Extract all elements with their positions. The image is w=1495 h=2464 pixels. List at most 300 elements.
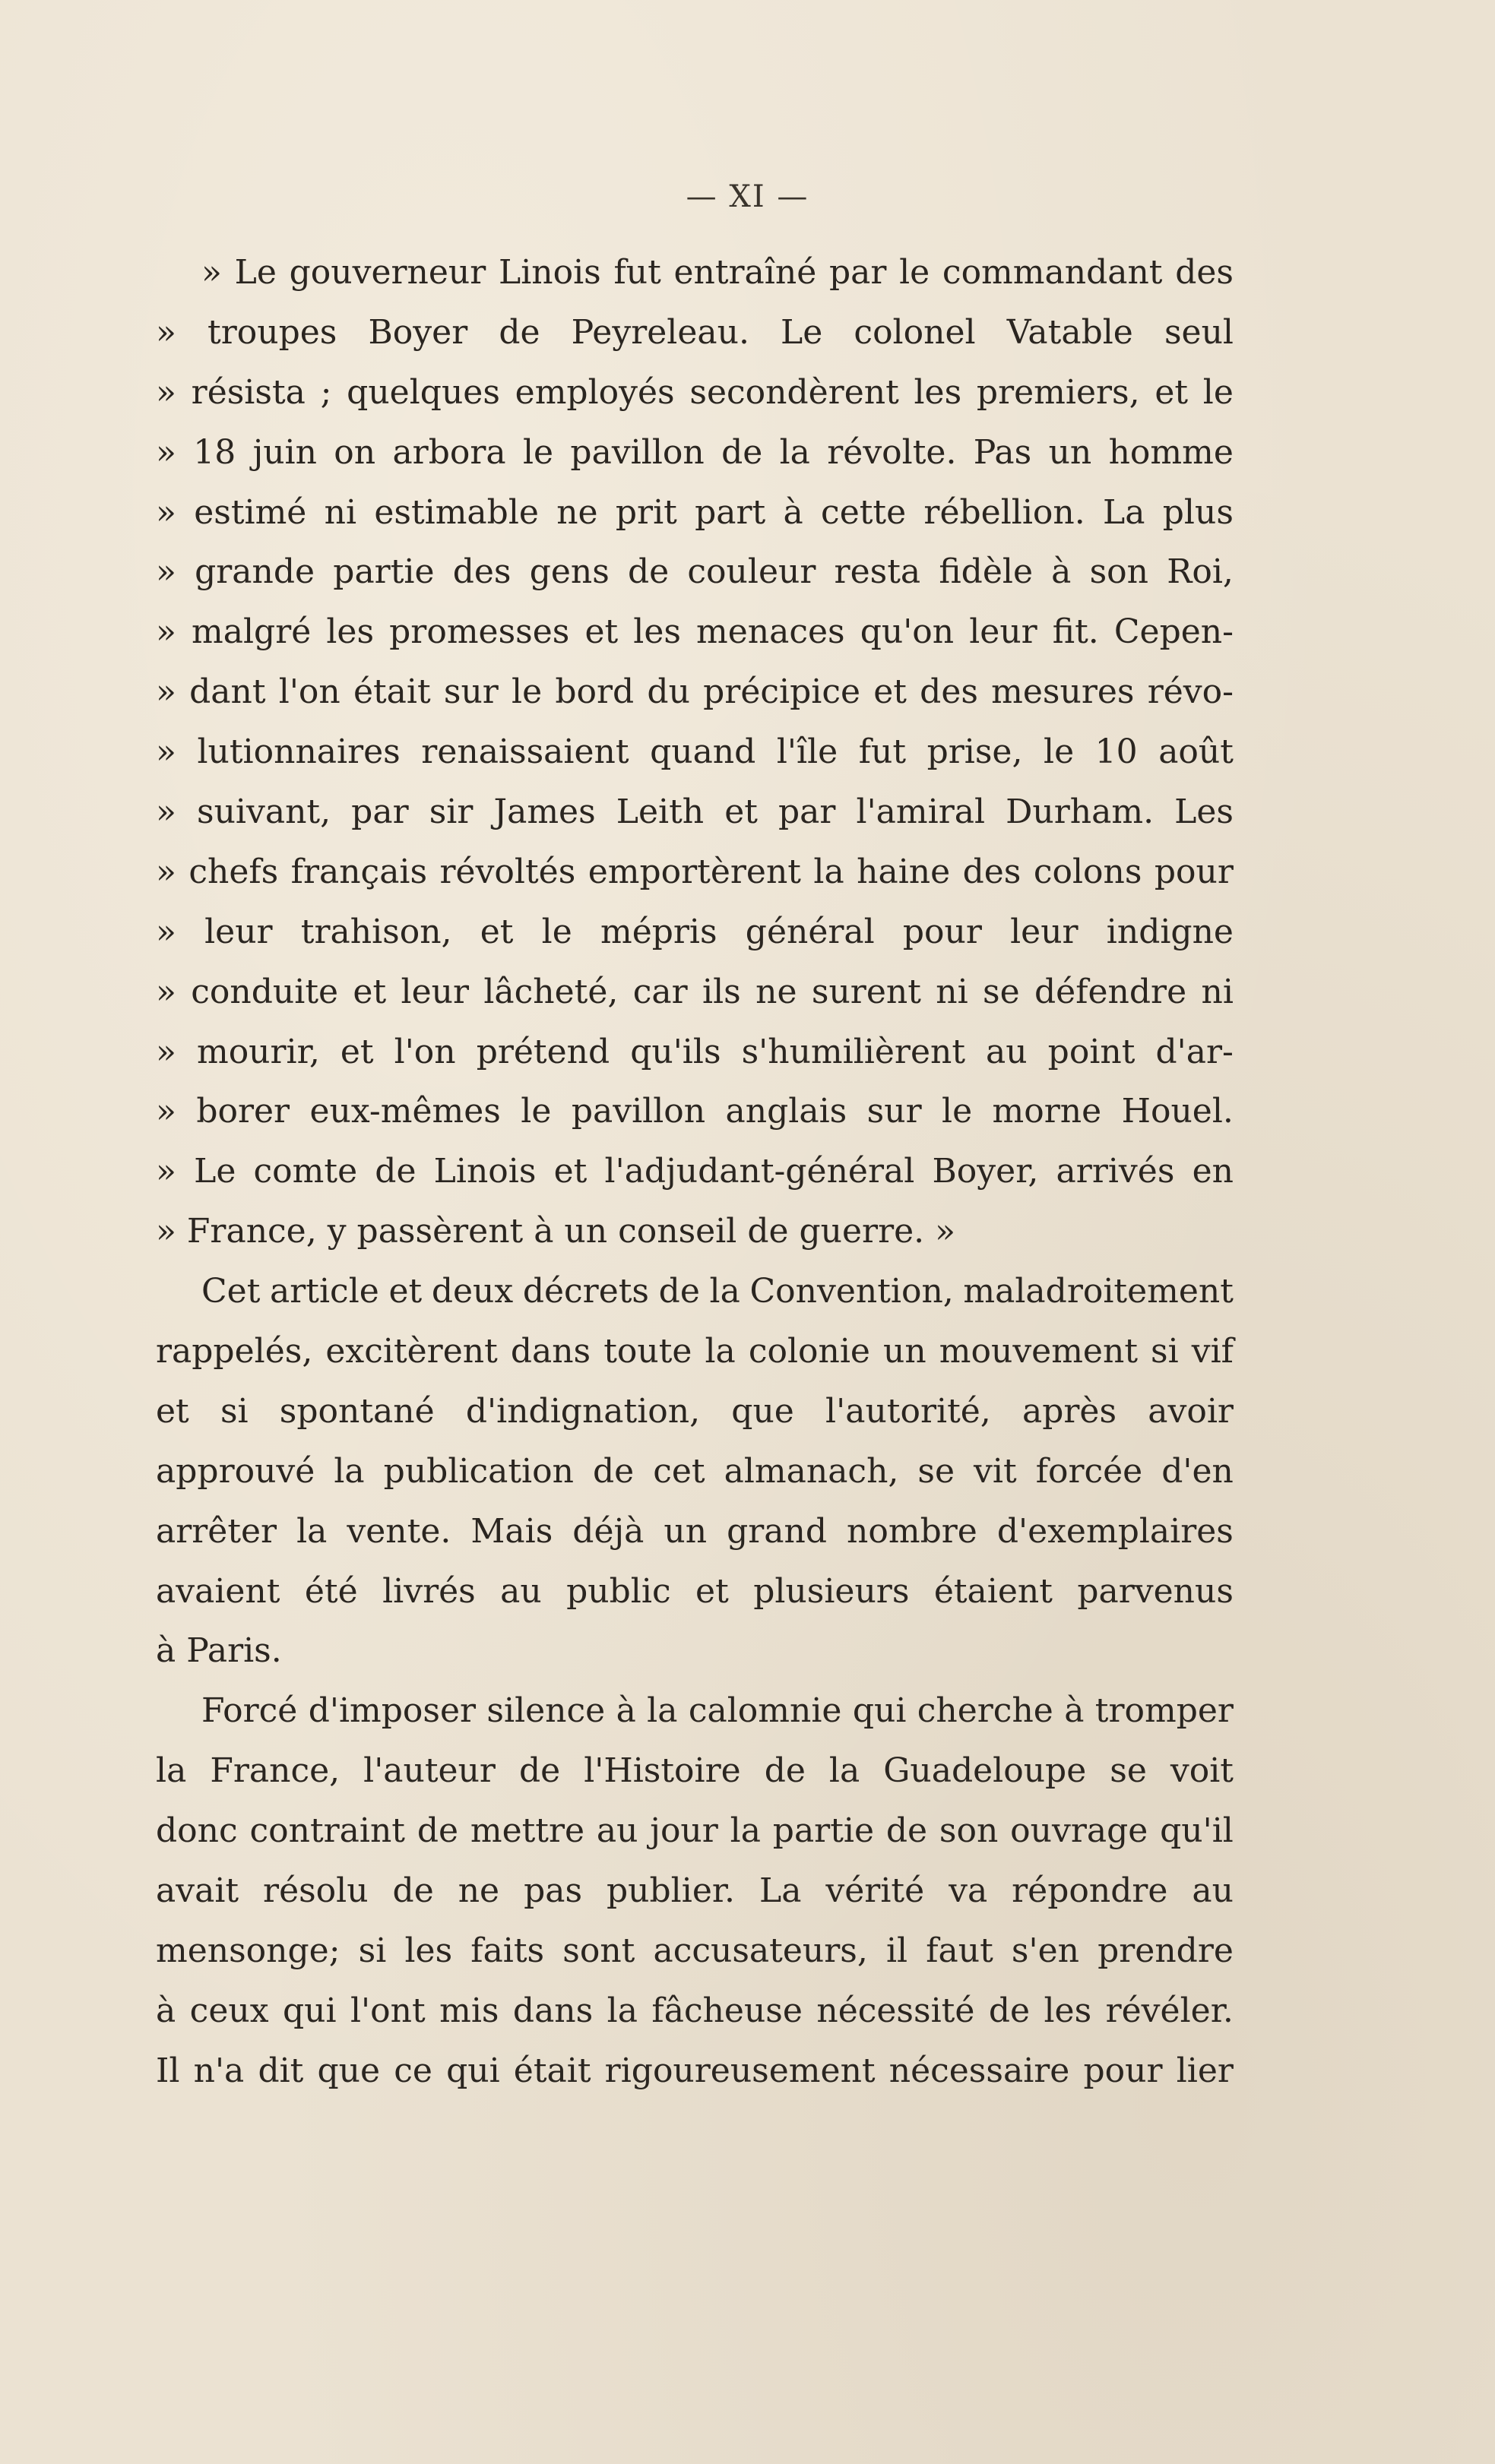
word: »	[156, 912, 176, 951]
word: son	[939, 1811, 999, 1851]
word: leur	[204, 912, 273, 951]
word: se	[1110, 1751, 1147, 1791]
word: étaient	[933, 1571, 1053, 1611]
word: malgré	[192, 612, 312, 652]
word: l'amiral	[856, 792, 986, 832]
word: promesses	[389, 612, 570, 652]
text-line	[156, 1801, 1234, 1861]
word: l'Histoire	[584, 1751, 741, 1791]
word: toute	[603, 1332, 692, 1371]
word: qui	[282, 1991, 337, 2030]
word: ni	[936, 972, 968, 1011]
word: James	[493, 792, 596, 832]
text-line	[156, 1681, 1234, 1741]
word: faut	[926, 1931, 993, 1970]
word: et	[553, 1152, 588, 1191]
word: que	[731, 1391, 794, 1431]
word: sont	[562, 1931, 635, 1970]
word: cherche	[917, 1691, 1053, 1731]
word: et	[156, 1391, 189, 1431]
word: »	[201, 253, 222, 292]
word: vérité	[825, 1871, 925, 1911]
word: Il	[156, 2051, 180, 2090]
word: suivant,	[197, 792, 331, 832]
word: vente.	[347, 1511, 451, 1551]
word: et	[480, 912, 514, 951]
word: couleur	[687, 552, 816, 592]
word: le	[522, 432, 554, 472]
word: calomnie	[688, 1691, 842, 1731]
word: n'a	[193, 2051, 245, 2090]
word: 18	[193, 432, 236, 472]
word: Convention,	[749, 1272, 954, 1311]
word: qu'on	[860, 612, 955, 652]
word: et	[1155, 372, 1189, 412]
word: précipice	[703, 672, 861, 712]
word: »	[156, 552, 176, 592]
word: si	[220, 1391, 249, 1431]
word: prise,	[926, 732, 1023, 772]
text-line	[156, 903, 1234, 963]
word: Le	[194, 1152, 236, 1191]
word: »	[156, 492, 176, 532]
word: au	[986, 1032, 1028, 1071]
word: l'adjudant-général	[604, 1152, 915, 1191]
word: répondre	[1012, 1871, 1168, 1911]
word: colonel	[854, 312, 976, 352]
word: était	[513, 2051, 591, 2090]
page-number-header: — XI —	[686, 179, 809, 214]
word: révoltés	[439, 852, 576, 891]
word: »	[156, 612, 176, 652]
word: eux-mêmes	[309, 1092, 501, 1131]
text-line	[156, 1202, 1234, 1262]
word: leur	[1010, 912, 1078, 951]
word: d'en	[1161, 1451, 1234, 1491]
text-line	[156, 663, 1234, 723]
word: »	[156, 432, 176, 472]
word: pour	[902, 912, 982, 951]
word: accusateurs,	[653, 1931, 868, 1970]
word: des	[920, 672, 978, 712]
word: son	[1089, 552, 1149, 592]
word: renaissaient	[421, 732, 629, 772]
word: gouverneur	[289, 253, 486, 292]
word: à	[783, 492, 803, 532]
text-line	[156, 423, 1234, 483]
word: dans	[512, 1991, 594, 2030]
word: le	[1044, 732, 1075, 772]
word: comte	[253, 1152, 358, 1191]
word: troupes	[207, 312, 337, 352]
word: »	[156, 312, 176, 352]
word: voit	[1170, 1751, 1234, 1791]
word: faits	[470, 1931, 545, 1970]
word: part	[695, 492, 766, 532]
word: fut	[858, 732, 907, 772]
word: la	[709, 1272, 740, 1311]
word: et	[695, 1571, 729, 1611]
word: trahison,	[300, 912, 452, 951]
word: Le	[234, 253, 277, 292]
word: spontané	[279, 1391, 435, 1431]
word: va	[949, 1871, 988, 1911]
word: employés	[515, 372, 675, 412]
word: Vatable	[1006, 312, 1133, 352]
word: la	[828, 1751, 860, 1791]
word: les	[1044, 1991, 1092, 2030]
word: lier	[1176, 2051, 1234, 2090]
word: »	[156, 372, 176, 412]
word: révo-	[1147, 672, 1234, 712]
word: il	[885, 1931, 908, 1970]
word: les	[404, 1931, 453, 1970]
text-line	[156, 783, 1234, 843]
word: de	[499, 312, 540, 352]
word: tromper	[1094, 1691, 1234, 1731]
word: »	[156, 1152, 176, 1191]
word: résolu	[263, 1871, 369, 1911]
word: de	[988, 1991, 1031, 2030]
word: morne	[992, 1092, 1102, 1131]
word: ils	[702, 972, 741, 1011]
text-line	[156, 483, 1234, 543]
word: de	[592, 1451, 635, 1491]
word: déjà	[572, 1511, 645, 1551]
word: avoir	[1148, 1391, 1234, 1431]
text-line	[156, 603, 1234, 663]
word: mouvement	[939, 1332, 1138, 1371]
word: la	[607, 1991, 638, 2030]
word: au	[500, 1571, 542, 1611]
word: été	[304, 1571, 358, 1611]
word: la	[705, 1332, 736, 1371]
text-line	[156, 1562, 1234, 1622]
word: Linois	[498, 253, 601, 292]
word: Roi,	[1167, 552, 1234, 592]
word: Les	[1174, 792, 1234, 832]
word: anglais	[725, 1092, 847, 1131]
word: et	[873, 672, 907, 712]
word: qui	[446, 2051, 500, 2090]
word: qu'il	[1160, 1811, 1234, 1851]
word: premiers,	[976, 372, 1140, 412]
word: rigoureusement	[604, 2051, 876, 2090]
word: fidèle	[939, 552, 1033, 592]
word: arrivés	[1056, 1152, 1175, 1191]
word: du	[647, 672, 690, 712]
word: ne	[556, 492, 598, 532]
word: Pas	[973, 432, 1032, 472]
word: mépris	[600, 912, 717, 951]
text-line	[156, 1082, 1234, 1142]
word: lâcheté,	[483, 972, 619, 1011]
word: par	[351, 792, 409, 832]
text-line	[156, 1322, 1234, 1382]
word: vif	[1191, 1332, 1234, 1371]
word: fut	[613, 253, 661, 292]
word: estimable	[374, 492, 539, 532]
word: et	[584, 612, 619, 652]
word: ouvrage	[1010, 1811, 1148, 1851]
word: nécessaire	[888, 2051, 1070, 2090]
word: borer	[196, 1092, 290, 1131]
word: français	[290, 852, 428, 891]
word: partie	[772, 1811, 875, 1851]
word: La	[759, 1871, 802, 1911]
word: silence	[486, 1691, 606, 1731]
word: arrêter	[156, 1511, 277, 1551]
word: rébellion.	[923, 492, 1085, 532]
word: à	[616, 1691, 636, 1731]
word: parvenus	[1077, 1571, 1234, 1611]
word: fâcheuse	[651, 1991, 803, 2030]
text-line	[156, 1023, 1234, 1083]
word: estimé	[194, 492, 307, 532]
word: de	[764, 1751, 806, 1791]
word: d'imposer	[308, 1691, 477, 1731]
text-line	[156, 1982, 1234, 2042]
word: donc	[156, 1811, 238, 1851]
word: à	[156, 1991, 176, 2030]
word: pavillon	[570, 432, 705, 472]
text-line	[156, 1922, 1234, 1982]
word: Boyer,	[932, 1152, 1039, 1191]
word: les	[914, 372, 962, 412]
text-line	[156, 723, 1234, 783]
word: la	[647, 1691, 678, 1731]
word: Le	[781, 312, 823, 352]
word: mis	[439, 1991, 499, 2030]
word: la	[730, 1811, 761, 1851]
word: après	[1021, 1391, 1117, 1431]
word: se	[983, 972, 1020, 1011]
text-line	[156, 243, 1234, 303]
text-line	[156, 843, 1234, 903]
word: de	[658, 1272, 700, 1311]
word: »	[156, 792, 176, 832]
word: ne	[458, 1871, 500, 1911]
text-line	[156, 2042, 1234, 2102]
word: avaient	[156, 1571, 280, 1611]
word: menaces	[696, 612, 845, 652]
word: »	[156, 1032, 176, 1071]
word: à	[1051, 552, 1072, 592]
word: Linois	[433, 1152, 537, 1191]
word: chefs	[188, 852, 279, 891]
word: haine	[857, 852, 951, 891]
word: conduite	[191, 972, 339, 1011]
word: Forcé	[201, 1691, 298, 1731]
word: excitèrent	[325, 1332, 498, 1371]
word: seul	[1164, 312, 1234, 352]
word: Houel.	[1121, 1092, 1234, 1131]
text-line	[156, 963, 1234, 1023]
word: pour	[1154, 852, 1234, 891]
word: qu'ils	[630, 1032, 721, 1071]
word: Cet	[201, 1272, 261, 1311]
word: les	[633, 612, 681, 652]
word: 10	[1094, 732, 1138, 772]
word: cette	[821, 492, 907, 532]
word: Mais	[470, 1511, 553, 1551]
word: et	[353, 972, 387, 1011]
word: sur	[443, 672, 499, 712]
word: le	[541, 912, 572, 951]
word: gens	[529, 552, 610, 592]
word: lutionnaires	[197, 732, 401, 772]
word: public	[566, 1571, 671, 1611]
word: dans	[510, 1332, 591, 1371]
text-line-content: à Paris.	[156, 1631, 282, 1671]
word: en	[1192, 1152, 1234, 1191]
word: rappelés,	[156, 1332, 313, 1371]
word: indigne	[1106, 912, 1234, 951]
word: homme	[1108, 432, 1234, 472]
text-line	[156, 1262, 1234, 1322]
text-line-content: » France, y passèrent à un conseil de guerre. »	[156, 1212, 956, 1251]
body-text	[156, 243, 1234, 2102]
word: mourir,	[196, 1032, 320, 1071]
word: l'île	[776, 732, 838, 772]
word: le	[899, 253, 930, 292]
word: ni	[324, 492, 357, 532]
word: se	[917, 1451, 955, 1491]
word: la	[156, 1751, 187, 1791]
word: nécessité	[816, 1991, 975, 2030]
word: bord	[555, 672, 635, 712]
word: s'humilièrent	[741, 1032, 965, 1071]
word: deux	[431, 1272, 514, 1311]
word: point	[1047, 1032, 1136, 1071]
word: défendre	[1034, 972, 1187, 1011]
word: de	[392, 1871, 434, 1911]
word: le	[942, 1092, 973, 1131]
word: août	[1158, 732, 1234, 772]
word: Boyer	[368, 312, 468, 352]
word: leur	[969, 612, 1037, 652]
word: article	[270, 1272, 379, 1311]
word: France,	[210, 1751, 340, 1791]
word: le	[512, 672, 543, 712]
word: »	[156, 732, 176, 772]
word: un	[883, 1332, 926, 1371]
word: l'on	[394, 1032, 456, 1071]
word: prendre	[1097, 1931, 1234, 1970]
word: de	[885, 1811, 928, 1851]
word: quand	[650, 732, 756, 772]
word: Guadeloupe	[883, 1751, 1087, 1791]
text-line	[156, 1142, 1234, 1202]
word: Durham.	[1006, 792, 1155, 832]
word: dit	[258, 2051, 304, 2090]
text-line	[156, 1442, 1234, 1502]
word: prit	[615, 492, 677, 532]
word: arbora	[392, 432, 506, 472]
word: pavillon	[571, 1092, 706, 1131]
word: sur	[866, 1092, 922, 1131]
word: fit.	[1052, 612, 1099, 652]
word: de	[417, 1811, 459, 1851]
word: commandant	[942, 253, 1163, 292]
word: mesures	[991, 672, 1135, 712]
word: si	[358, 1931, 387, 1970]
word: juin	[252, 432, 317, 472]
word: au	[596, 1811, 638, 1851]
text-line	[156, 363, 1234, 423]
word: surent	[811, 972, 921, 1011]
word: jour	[650, 1811, 718, 1851]
word: ;	[320, 372, 332, 412]
word: par	[828, 253, 887, 292]
word: d'indignation,	[465, 1391, 701, 1431]
word: l'on	[278, 672, 340, 712]
word: était	[353, 672, 431, 712]
word: des	[962, 852, 1021, 891]
word: la	[296, 1511, 328, 1551]
word: mensonge;	[156, 1931, 340, 1970]
word: »	[156, 1092, 176, 1131]
word: l'ont	[350, 1991, 426, 2030]
word: contraint	[249, 1811, 405, 1851]
word: sir	[429, 792, 474, 832]
word: »	[156, 972, 176, 1011]
text-line	[156, 1861, 1234, 1922]
word: ceux	[189, 1991, 269, 2030]
text-line	[156, 1502, 1234, 1562]
text-line	[156, 1382, 1234, 1442]
word: on	[334, 432, 376, 472]
text-line	[156, 542, 1234, 603]
word: vit	[974, 1451, 1017, 1491]
word: décrets	[522, 1272, 650, 1311]
word: car	[632, 972, 688, 1011]
word: au	[1192, 1871, 1234, 1911]
word: mettre	[470, 1811, 585, 1851]
word: emportèrent	[588, 852, 801, 891]
word: leur	[401, 972, 469, 1011]
word: colonie	[748, 1332, 870, 1371]
word: Peyreleau.	[571, 312, 749, 352]
word: que	[317, 2051, 381, 2090]
word: publication	[383, 1451, 574, 1491]
word: pas	[524, 1871, 583, 1911]
word: forcée	[1035, 1451, 1143, 1491]
word: Cepen-	[1113, 612, 1234, 652]
word: quelques	[347, 372, 500, 412]
word: le	[1202, 372, 1234, 412]
word: dant	[189, 672, 266, 712]
word: grand	[727, 1511, 828, 1551]
word: le	[521, 1092, 552, 1131]
word: et	[388, 1272, 423, 1311]
word: de	[518, 1751, 561, 1791]
word: ne	[755, 972, 797, 1011]
word: l'autorité,	[825, 1391, 991, 1431]
word: la	[334, 1451, 365, 1491]
text-line	[156, 1741, 1234, 1801]
word: révolte.	[827, 432, 957, 472]
word: resta	[834, 552, 921, 592]
word: par	[778, 792, 836, 832]
word: pour	[1083, 2051, 1163, 2090]
word: à	[1064, 1691, 1085, 1731]
word: partie	[333, 552, 435, 592]
word: publier.	[607, 1871, 736, 1911]
text-line	[156, 303, 1234, 363]
word: ce	[394, 2051, 432, 2090]
word: livrés	[382, 1571, 476, 1611]
